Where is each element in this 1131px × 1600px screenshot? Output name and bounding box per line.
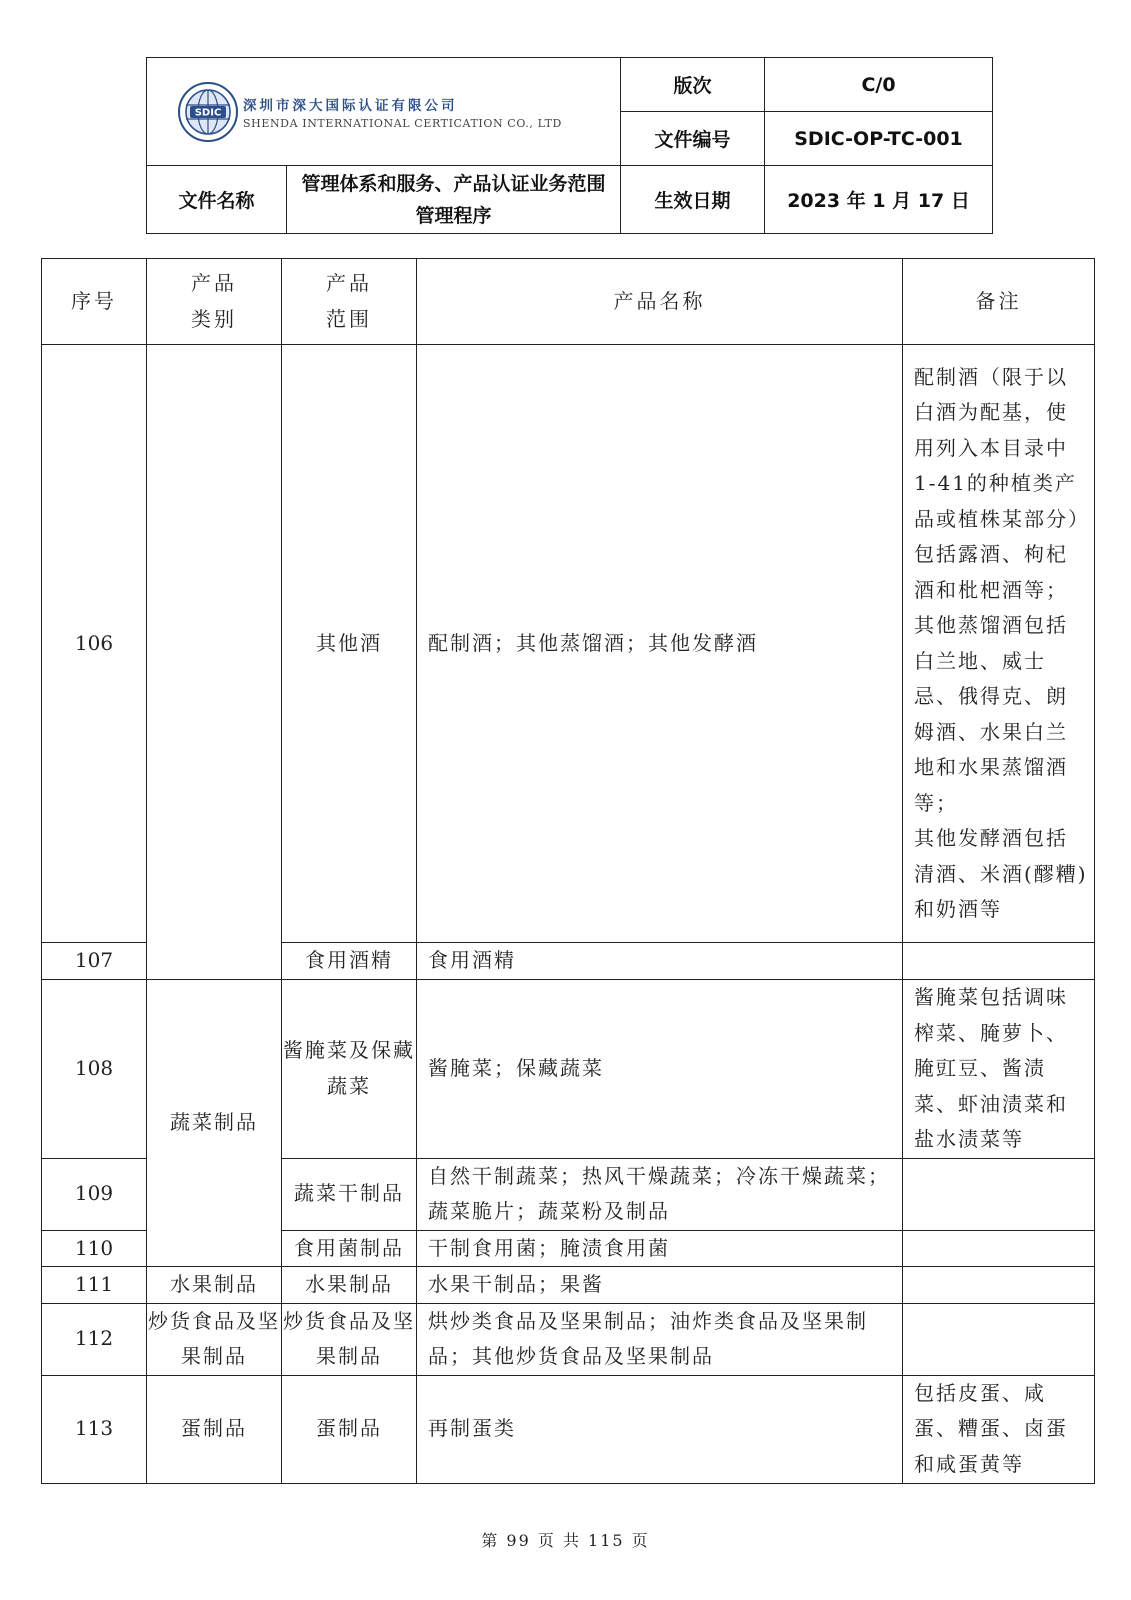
header-scope: 产品 范围	[282, 259, 417, 345]
row-scope: 水果制品	[282, 1267, 417, 1304]
row-seq: 109	[42, 1158, 147, 1230]
row-seq: 110	[42, 1230, 147, 1267]
header-note: 备注	[903, 259, 1095, 345]
row-category-empty	[147, 345, 282, 980]
row-product-name: 水果干制品；果酱	[417, 1267, 903, 1304]
row-note: 配制酒（限于以白酒为配基，使用列入本目录中1-41的种植类产品或植株某部分）包括露酒、枸杞酒和枇杷酒等； 其他蒸馏酒包括白兰地、威士忌、俄得克、朗姆酒、水果白兰地和水果蒸馏酒等； 其他发酵酒包括清酒、米酒(醪糟)和奶酒等	[903, 345, 1095, 943]
row-note: 包括皮蛋、咸蛋、糟蛋、卤蛋和咸蛋黄等	[903, 1375, 1095, 1483]
page-number: 第 99 页 共 115 页	[481, 1531, 650, 1550]
company-name-en: SHENDA INTERNATIONAL CERTICATION CO., LTD	[243, 116, 562, 130]
row-category: 炒货食品及坚果制品	[147, 1303, 282, 1375]
table-row	[42, 1303, 1095, 1375]
company-logo-cell	[147, 58, 621, 166]
edition-label: 版次	[621, 58, 765, 112]
row-product-name: 配制酒；其他蒸馏酒；其他发酵酒	[417, 345, 903, 943]
doc-number-value: SDIC-OP-TC-001	[765, 112, 993, 166]
row-scope: 蔬菜干制品	[282, 1158, 417, 1230]
table-row	[42, 1267, 1095, 1304]
row-seq: 112	[42, 1303, 147, 1375]
row-product-name: 再制蛋类	[417, 1375, 903, 1483]
row-scope: 酱腌菜及保藏蔬菜	[282, 980, 417, 1159]
row-seq: 113	[42, 1375, 147, 1483]
row-note	[903, 1303, 1095, 1375]
doc-name-label: 文件名称	[147, 166, 287, 234]
company-name-cn: 深圳市深大国际认证有限公司	[243, 97, 458, 114]
edition-value: C/0	[765, 58, 993, 112]
header-seq: 序号	[42, 259, 147, 345]
header-product-name: 产品名称	[417, 259, 903, 345]
table-row	[42, 1375, 1095, 1483]
effective-date-value: 2023 年 1 月 17 日	[765, 166, 993, 234]
row-scope: 食用菌制品	[282, 1230, 417, 1267]
table-row	[42, 345, 1095, 943]
row-scope: 其他酒	[282, 345, 417, 943]
row-note	[903, 943, 1095, 980]
row-seq: 111	[42, 1267, 147, 1304]
product-scope-table	[41, 258, 1095, 1484]
company-logo-icon	[177, 81, 239, 143]
row-scope: 炒货食品及坚果制品	[282, 1303, 417, 1375]
row-seq: 106	[42, 345, 147, 943]
row-product-name: 食用酒精	[417, 943, 903, 980]
row-scope: 食用酒精	[282, 943, 417, 980]
row-seq: 107	[42, 943, 147, 980]
document-header	[146, 57, 993, 234]
row-note	[903, 1230, 1095, 1267]
table-header-row	[42, 259, 1095, 345]
row-category: 蔬菜制品	[147, 980, 282, 1267]
table-row	[42, 980, 1095, 1159]
row-note	[903, 1158, 1095, 1230]
effective-date-label: 生效日期	[621, 166, 765, 234]
header-category: 产品 类别	[147, 259, 282, 345]
row-product-name: 酱腌菜；保藏蔬菜	[417, 980, 903, 1159]
row-product-name: 自然干制蔬菜；热风干燥蔬菜；冷冻干燥蔬菜；蔬菜脆片；蔬菜粉及制品	[417, 1158, 903, 1230]
row-category: 蛋制品	[147, 1375, 282, 1483]
row-note: 酱腌菜包括调味榨菜、腌萝卜、腌豇豆、酱渍菜、虾油渍菜和盐水渍菜等	[903, 980, 1095, 1159]
doc-name-value: 管理体系和服务、产品认证业务范围管理程序	[287, 166, 621, 234]
doc-number-label: 文件编号	[621, 112, 765, 166]
row-note	[903, 1267, 1095, 1304]
row-scope: 蛋制品	[282, 1375, 417, 1483]
row-product-name: 干制食用菌；腌渍食用菌	[417, 1230, 903, 1267]
row-product-name: 烘炒类食品及坚果制品；油炸类食品及坚果制品；其他炒货食品及坚果制品	[417, 1303, 903, 1375]
logo-mark-text: SDIC	[194, 107, 222, 118]
row-category: 水果制品	[147, 1267, 282, 1304]
row-seq: 108	[42, 980, 147, 1159]
